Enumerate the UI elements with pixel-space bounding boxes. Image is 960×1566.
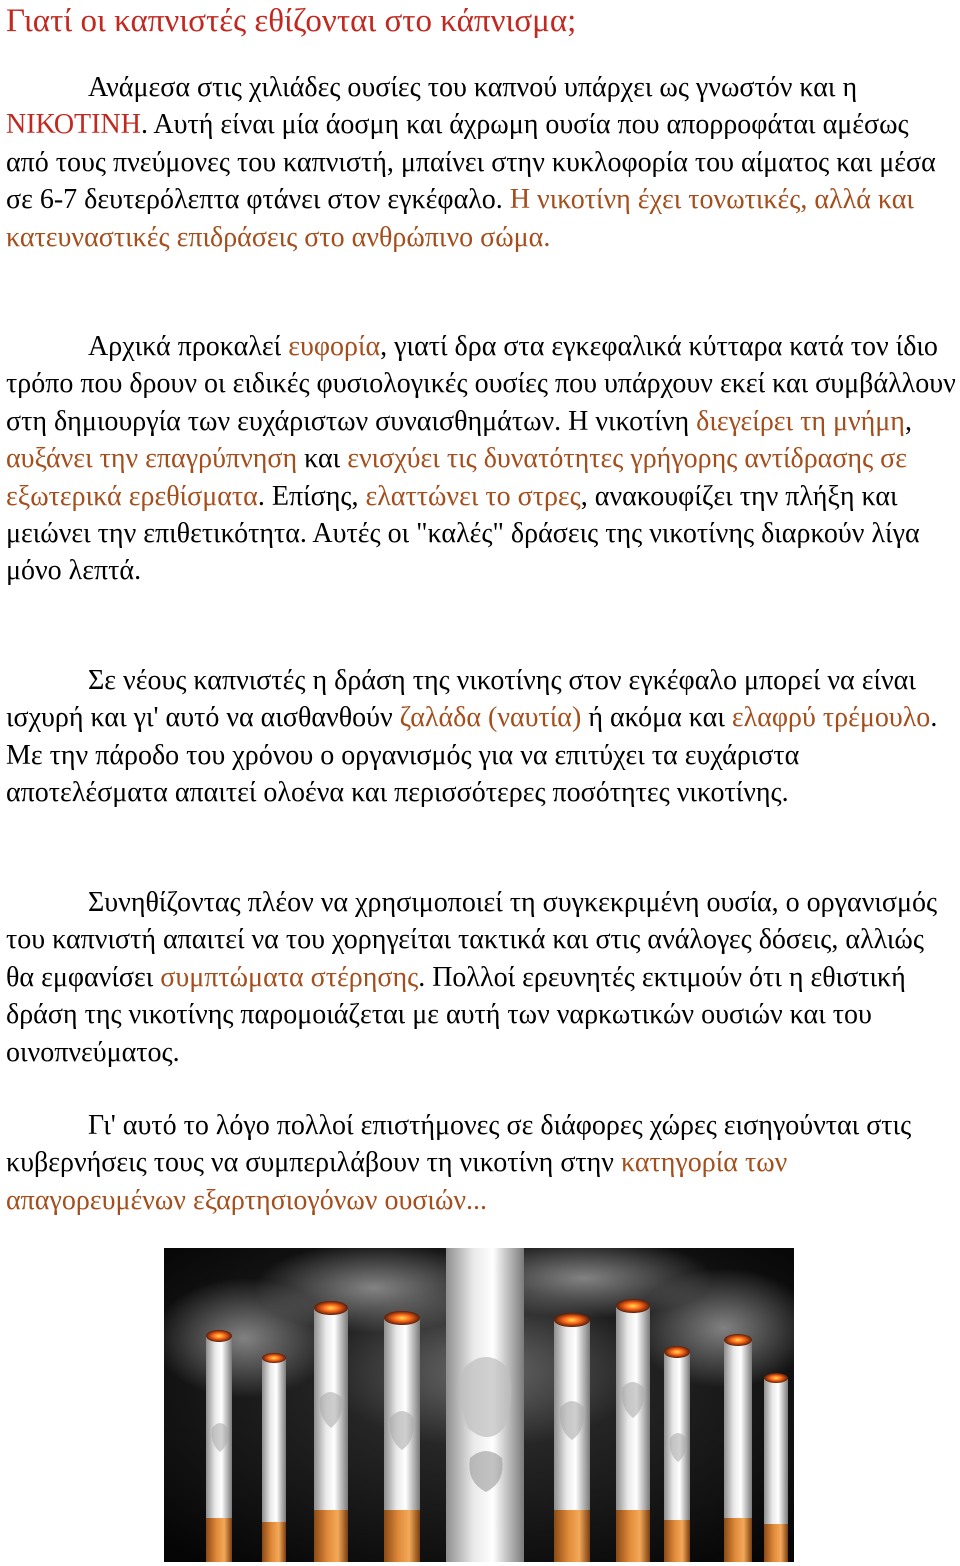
cigarettes-illustration — [164, 1248, 794, 1562]
text-span: , γιατί δρα στα εγκεφαλικά κύτταρα κατά τον ίδιο τρόπο που δρουν οι ειδικές φυσιολογικές ουσίες που υπάρχουν εκεί και συμβάλλουν στη δημιουργία των ευχάριστων συναισθημάτων. Η νικοτίνη — [6, 331, 956, 437]
paragraph-regulation — [6, 1107, 956, 1219]
text-span: , ανακουφίζει την πλήξη και μειώνει την επιθετικότητα. Αυτές οι "καλές" δράσεις της νικοτίνης διαρκούν λίγα μόνο λεπτά. — [6, 480, 920, 587]
paragraph-euphoria — [6, 328, 956, 590]
text-span: και — [297, 443, 348, 475]
paragraph-new-smokers — [6, 662, 956, 812]
paragraph-nicotine-intro — [6, 69, 956, 256]
text-span: . Με την πάροδο του χρόνου ο οργανισμός για να επιτύχει τα ευχάριστα αποτελέσματα απαιτεί ολοένα και περισσότερες ποσότητες νικοτίνης. — [6, 702, 938, 809]
paragraph-dependence — [6, 884, 956, 1071]
highlight-alertness: αυξάνει την επαγρύπνηση — [6, 443, 298, 475]
highlight-stress: ελαττώνει το στρες — [365, 480, 581, 512]
highlight-nicotine: ΝΙΚΟΤΙΝΗ — [6, 109, 141, 141]
highlight-effects: Η νικοτίνη έχει τονωτικές, αλλά και κατευναστικές επιδράσεις στο ανθρώπινο σώμα. — [6, 184, 914, 253]
text-span: , — [904, 405, 912, 437]
text-span: . Πολλοί ερευνητές εκτιμούν ότι η εθιστική δράση της νικοτίνης παρομοιάζεται με αυτή των ναρκωτικών ουσιών και του οινοπνεύματος. — [6, 961, 906, 1068]
text-span: Γι' αυτό το λόγο πολλοί επιστήμονες σε διάφορες χώρες εισηγούνται στις κυβερνήσεις τους να συμπεριλάβουν τη νικοτίνη στην — [6, 1110, 912, 1179]
highlight-euphoria: ευφορία — [288, 331, 381, 362]
highlight-dizziness: ζαλάδα (ναυτία) — [399, 702, 582, 734]
text-span: Αρχικά προκαλεί — [88, 331, 289, 362]
highlight-memory: διεγείρει τη μνήμη — [696, 405, 905, 437]
central-cigarette — [446, 1248, 524, 1562]
highlight-reaction: ενισχύει τις δυνατότητες γρήγορης αντίδρασης σε εξωτερικά ερεθίσματα — [6, 443, 908, 512]
highlight-withdrawal: συμπτώματα στέρησης — [160, 961, 419, 993]
text-span: ή ακόμα και — [581, 702, 732, 734]
text-span: Συνηθίζοντας πλέον να χρησιμοποιεί τη συγκεκριμένη ουσία, ο οργανισμός του καπνιστή απαιτεί να του χορηγείται τακτικά και στις ανάλογες δόσεις, αλλιώς θα εμφανίσει — [6, 887, 938, 993]
cigarettes-image — [164, 1248, 794, 1562]
text-span: Σε νέους καπνιστές η δράση της νικοτίνης στον εγκέφαλο μπορεί να είναι ισχυρή και γι' αυτό να αισθανθούν — [6, 665, 916, 734]
highlight-prohibited-category: κατηγορία των απαγορευμένων εξαρτησιογόνων ουσιών — [6, 1147, 788, 1216]
highlight-tremor: ελαφρύ τρέμουλο — [731, 702, 931, 734]
text-span: . Επίσης, — [257, 480, 366, 512]
text-span: Ανάμεσα στις χιλιάδες ουσίες του καπνού υπάρχει ως γνωστόν και η — [88, 72, 858, 103]
page-title: Γιατί οι καπνιστές εθίζονται στο κάπνισμα; — [6, 3, 577, 39]
text-ellipsis: ... — [466, 1184, 488, 1216]
text-span: . Αυτή είναι μία άοσμη και άχρωμη ουσία που απορροφάται αμέσως από τους πνεύμονες του καπνιστή, μπαίνει στην κυκλοφορία του αίματος και μέσα σε 6-7 δευτερόλεπτα φτάνει στον εγκέφαλο. — [6, 109, 936, 216]
